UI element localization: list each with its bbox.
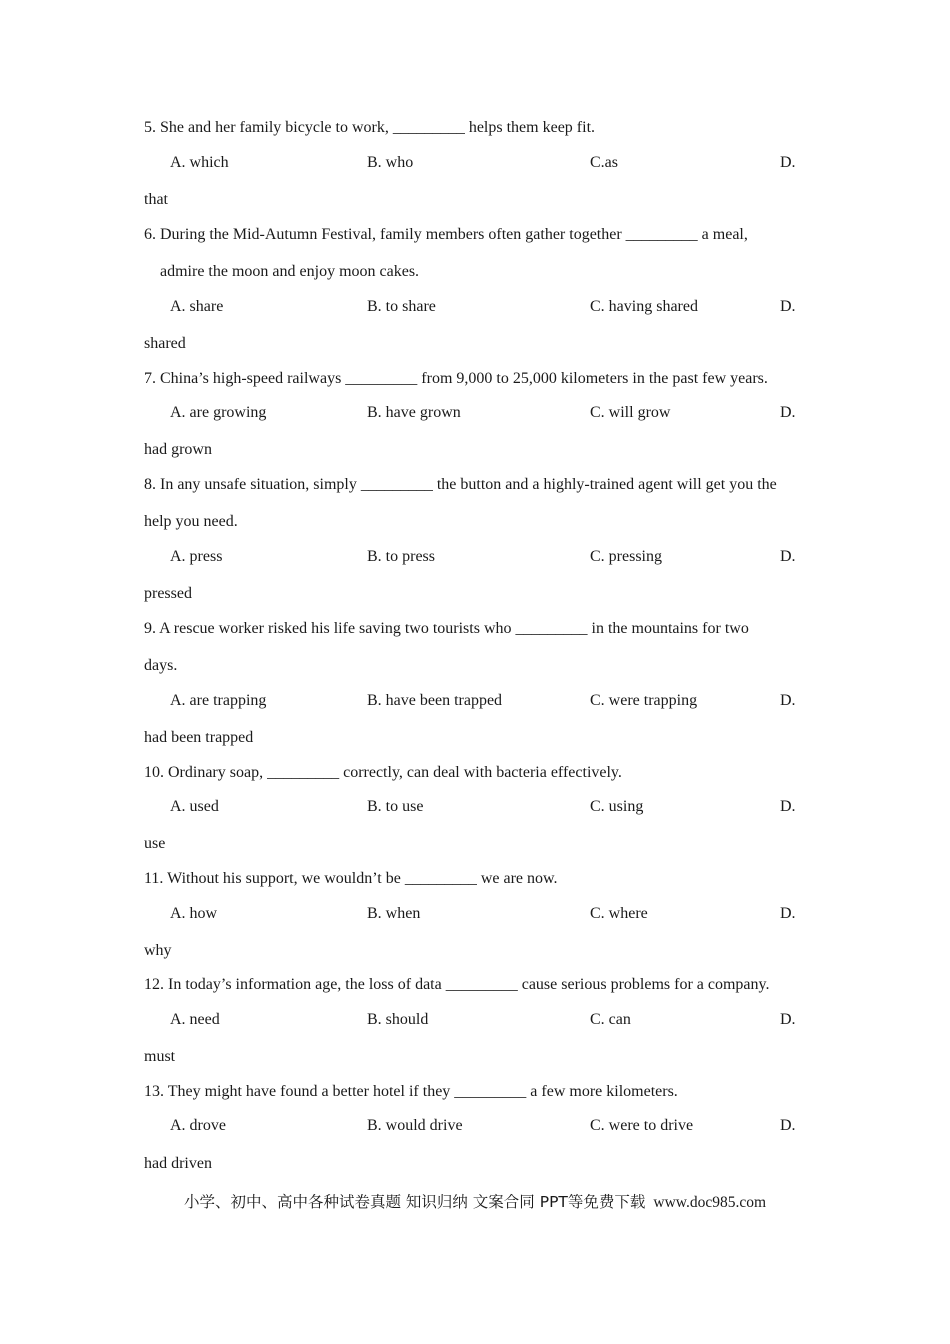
question-12-option-c: C. can: [590, 1011, 631, 1028]
question-6-option-a: A. share: [170, 298, 224, 315]
question-5-option-c: C.as: [590, 154, 618, 171]
question-7-stem: 7. China’s high-speed railways _________ from 9,000 to 25,000 kilometers in the past few years.: [144, 370, 768, 387]
question-6-stem-cont: admire the moon and enjoy moon cakes.: [160, 263, 420, 280]
question-7-option-c: C. will grow: [590, 404, 671, 421]
question-11-option-d-text: why: [144, 942, 172, 959]
question-13-stem: 13. They might have found a better hotel if they _________ a few more kilometers.: [144, 1083, 678, 1100]
question-13-option-b: B. would drive: [367, 1117, 463, 1134]
question-12-option-b: B. should: [367, 1011, 429, 1028]
question-7-option-b: B. have grown: [367, 404, 461, 421]
footer-text: 小学、初中、高中各种试卷真题 知识归纳 文案合同 PPT等免费下载: [183, 1193, 646, 1211]
question-9-stem: 9. A rescue worker risked his life saving two tourists who _________ in the mountains for two: [144, 620, 749, 637]
question-13-option-d: D.: [780, 1117, 796, 1134]
question-9-option-c: C. were trapping: [590, 692, 698, 709]
question-10-option-d: D.: [780, 798, 796, 815]
question-5-option-d: D.: [780, 154, 796, 171]
question-5-option-d-text: that: [144, 191, 168, 208]
question-8-option-a: A. press: [170, 548, 223, 565]
page-footer: [0, 1190, 950, 1212]
question-8-option-d: D.: [780, 548, 796, 565]
question-10-option-a: A. used: [170, 798, 219, 815]
question-12-option-a: A. need: [170, 1011, 220, 1028]
footer-url: www.doc985.com: [653, 1194, 767, 1211]
question-6-option-d-text: shared: [144, 335, 186, 352]
question-9-option-d: D.: [780, 692, 796, 709]
question-12-stem: 12. In today’s information age, the loss of data _________ cause serious problems for a company.: [144, 976, 770, 993]
question-11-option-d: D.: [780, 905, 796, 922]
question-8-option-d-text: pressed: [144, 585, 192, 602]
question-6-option-c: C. having shared: [590, 298, 698, 315]
question-11-option-a: A. how: [170, 905, 218, 922]
question-11-stem: 11. Without his support, we wouldn’t be _________ we are now.: [144, 870, 558, 887]
question-9-stem-cont: days.: [144, 657, 178, 674]
question-10-stem: 10. Ordinary soap, _________ correctly, can deal with bacteria effectively.: [144, 764, 622, 781]
question-7-option-d: D.: [780, 404, 796, 421]
question-9-option-b: B. have been trapped: [367, 692, 503, 709]
question-10-option-b: B. to use: [367, 798, 424, 815]
question-12-option-d: D.: [780, 1011, 796, 1028]
question-5-stem: 5. She and her family bicycle to work, _________ helps them keep fit.: [144, 119, 596, 136]
question-6-option-b: B. to share: [367, 298, 436, 315]
question-8-option-c: C. pressing: [590, 548, 662, 565]
question-9-option-a: A. are trapping: [170, 692, 267, 709]
question-5-option-b: B. who: [367, 154, 414, 171]
question-6-option-d: D.: [780, 298, 796, 315]
question-10-option-c: C. using: [590, 798, 644, 815]
question-13-option-d-text: had driven: [144, 1155, 212, 1172]
question-5-option-a: A. which: [170, 154, 229, 171]
question-10-option-d-text: use: [144, 835, 166, 852]
question-6-stem: 6. During the Mid-Autumn Festival, family members often gather together _________ a meal,: [144, 226, 748, 243]
question-13-option-c: C. were to drive: [590, 1117, 694, 1134]
question-11-option-c: C. where: [590, 905, 648, 922]
question-11-option-b: B. when: [367, 905, 421, 922]
question-7-option-a: A. are growing: [170, 404, 267, 421]
question-7-option-d-text: had grown: [144, 441, 212, 458]
question-9-option-d-text: had been trapped: [144, 729, 254, 746]
question-8-stem-cont: help you need.: [144, 513, 238, 530]
question-8-option-b: B. to press: [367, 548, 435, 565]
question-13-option-a: A. drove: [170, 1117, 226, 1134]
question-8-stem: 8. In any unsafe situation, simply _________ the button and a highly-trained agent will get you the: [144, 476, 777, 493]
question-12-option-d-text: must: [144, 1048, 176, 1065]
